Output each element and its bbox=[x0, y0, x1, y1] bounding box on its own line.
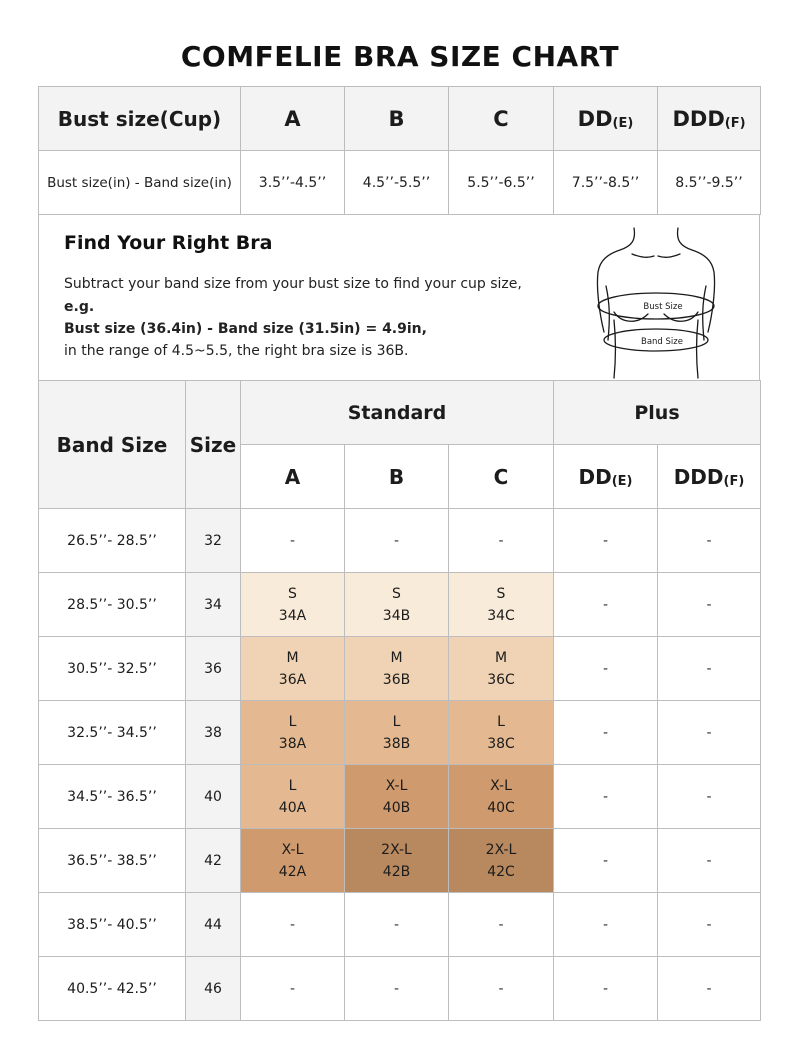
table-row bbox=[39, 893, 761, 957]
torso-measurement-icon bbox=[592, 220, 732, 380]
letter-size: M bbox=[286, 649, 299, 666]
letter-size: S bbox=[392, 585, 401, 602]
letter-size: L bbox=[288, 777, 297, 794]
cup-header-dd: $DD_{(E)}$ bbox=[554, 87, 658, 151]
size-cell-a bbox=[241, 573, 345, 637]
table-row bbox=[39, 701, 761, 765]
size-cell-dd: - bbox=[554, 701, 658, 765]
cup-header-row bbox=[39, 87, 761, 151]
size-cell-b bbox=[345, 765, 449, 829]
bra-size: 40B bbox=[382, 799, 411, 816]
letter-size: 2X-L bbox=[381, 841, 412, 858]
size-cell-dd: - bbox=[554, 765, 658, 829]
letter-size: L bbox=[288, 713, 297, 730]
size-cell-c: - bbox=[449, 893, 554, 957]
letter-size: X-L bbox=[490, 777, 512, 794]
bust-size-label: Bust Size bbox=[643, 302, 683, 312]
page-title: COMFELIE BRA SIZE CHART bbox=[180, 40, 620, 73]
band-size-header: Band Size bbox=[39, 381, 186, 509]
letter-size: S bbox=[496, 585, 506, 602]
size-cup-header-a: A bbox=[241, 445, 345, 509]
size-cup-header-dd: $DD_{(E)}$ bbox=[554, 445, 658, 509]
bra-size: 38A bbox=[278, 735, 307, 752]
bra-size: 40C bbox=[487, 799, 515, 816]
letter-size: X-L bbox=[385, 777, 408, 794]
table-row bbox=[39, 765, 761, 829]
letter-size: M bbox=[494, 649, 508, 666]
letter-size: L bbox=[497, 713, 505, 730]
size-cup-header-ddd: $DDD_{(F)}$ bbox=[658, 445, 761, 509]
size-cell-c bbox=[449, 573, 554, 637]
bra-size: 38B bbox=[382, 735, 411, 752]
bra-size: 42C bbox=[487, 863, 515, 880]
table-row bbox=[39, 637, 761, 701]
size-cell-a bbox=[241, 637, 345, 701]
fit-guide bbox=[38, 214, 760, 380]
size-cell-b: - bbox=[345, 509, 449, 573]
bra-size: 36B bbox=[382, 671, 411, 688]
size-cell: 36 bbox=[186, 637, 241, 701]
size-header: Size bbox=[186, 381, 241, 509]
size-cell-b bbox=[345, 637, 449, 701]
letter-size: X-L bbox=[281, 841, 304, 858]
size-cell-ddd: - bbox=[658, 893, 761, 957]
letter-size: 2X-L bbox=[485, 841, 517, 858]
size-cell-dd: - bbox=[554, 509, 658, 573]
plus-header: Plus bbox=[554, 381, 761, 445]
size-cell-c bbox=[449, 765, 554, 829]
size-cell-ddd: - bbox=[658, 957, 761, 1021]
size-cell: 44 bbox=[186, 893, 241, 957]
size-cell-ddd: - bbox=[658, 765, 761, 829]
band-size-label: Band Size bbox=[641, 337, 683, 347]
table-row bbox=[39, 573, 761, 637]
band-size-cell: 30.5’’- 32.5’’ bbox=[39, 637, 186, 701]
size-cell: 40 bbox=[186, 765, 241, 829]
size-cell: 34 bbox=[186, 573, 241, 637]
band-size-cell: 28.5’’- 30.5’’ bbox=[39, 573, 186, 637]
bra-size: 34B bbox=[382, 607, 411, 624]
size-cell-a bbox=[241, 765, 345, 829]
size-cell-b bbox=[345, 573, 449, 637]
size-cell-b bbox=[345, 701, 449, 765]
bra-size: 42A bbox=[278, 863, 307, 880]
size-cell-a: - bbox=[241, 893, 345, 957]
cup-range-a: 3.5’’-4.5’’ bbox=[241, 151, 345, 215]
size-cell-ddd: - bbox=[658, 829, 761, 893]
cup-header-c: C bbox=[449, 87, 554, 151]
band-size-cell: 26.5’’- 28.5’’ bbox=[39, 509, 186, 573]
size-cell-c bbox=[449, 701, 554, 765]
cup-header-b: B bbox=[345, 87, 449, 151]
bra-size: 42B bbox=[382, 863, 411, 880]
band-size-cell: 40.5’’- 42.5’’ bbox=[39, 957, 186, 1021]
guide-line-1: Subtract your band size from your bust size to find your cup size, bbox=[64, 276, 522, 292]
size-cell: 46 bbox=[186, 957, 241, 1021]
guide-line-3: Bust size (36.4in) - Band size (31.5in) = 4.9in, bbox=[64, 321, 427, 337]
letter-size: M bbox=[390, 649, 403, 666]
letter-size: L bbox=[392, 713, 401, 730]
size-cell-b: - bbox=[345, 957, 449, 1021]
size-cell-ddd: - bbox=[658, 509, 761, 573]
size-cell: 42 bbox=[186, 829, 241, 893]
size-cell-dd: - bbox=[554, 829, 658, 893]
bra-size-table bbox=[38, 380, 761, 1021]
size-cell-b bbox=[345, 829, 449, 893]
size-cell-c bbox=[449, 637, 554, 701]
band-size-cell: 38.5’’- 40.5’’ bbox=[39, 893, 186, 957]
bra-size: 34A bbox=[278, 607, 307, 624]
size-table-body bbox=[39, 509, 761, 1021]
bra-size: 36A bbox=[278, 671, 307, 688]
table-row bbox=[39, 957, 761, 1021]
cup-header-ddd: $DDD_{(F)}$ bbox=[658, 87, 761, 151]
cup-size-table bbox=[38, 86, 761, 215]
bra-size: 40A bbox=[278, 799, 307, 816]
cup-range-dd: 7.5’’-8.5’’ bbox=[554, 151, 658, 215]
size-cell-c: - bbox=[449, 957, 554, 1021]
size-cell-dd: - bbox=[554, 893, 658, 957]
size-cell: 32 bbox=[186, 509, 241, 573]
size-cell-a bbox=[241, 829, 345, 893]
standard-header: Standard bbox=[241, 381, 554, 445]
size-cup-header-b: B bbox=[345, 445, 449, 509]
size-cell-b: - bbox=[345, 893, 449, 957]
size-cell-ddd: - bbox=[658, 573, 761, 637]
cup-header-a: A bbox=[241, 87, 345, 151]
band-size-cell: 32.5’’- 34.5’’ bbox=[39, 701, 186, 765]
band-size-cell: 36.5’’- 38.5’’ bbox=[39, 829, 186, 893]
bra-size: 36C bbox=[487, 671, 515, 688]
table-row bbox=[39, 829, 761, 893]
cup-range-c: 5.5’’-6.5’’ bbox=[449, 151, 554, 215]
size-cell-a bbox=[241, 701, 345, 765]
cup-header-label: Bust size(Cup) bbox=[39, 87, 241, 151]
bra-size: 38C bbox=[487, 735, 515, 752]
size-cell-dd: - bbox=[554, 637, 658, 701]
size-cell-dd: - bbox=[554, 573, 658, 637]
cup-range-row bbox=[39, 151, 761, 215]
size-header-row-1 bbox=[39, 381, 761, 445]
size-cell-c: - bbox=[449, 509, 554, 573]
size-cell-ddd: - bbox=[658, 701, 761, 765]
band-size-cell: 34.5’’- 36.5’’ bbox=[39, 765, 186, 829]
bra-size: 34C bbox=[487, 607, 515, 624]
size-cup-header-c: C bbox=[449, 445, 554, 509]
cup-row-label: Bust size(in) - Band size(in) bbox=[39, 151, 241, 215]
cup-range-b: 4.5’’-5.5’’ bbox=[345, 151, 449, 215]
guide-line-2: e.g. bbox=[64, 299, 95, 315]
table-row bbox=[39, 509, 761, 573]
letter-size: S bbox=[288, 585, 297, 602]
guide-title: Find Your Right Bra bbox=[64, 232, 273, 254]
size-cell: 38 bbox=[186, 701, 241, 765]
size-cell-dd: - bbox=[554, 957, 658, 1021]
guide-line-4: in the range of 4.5~5.5, the right bra size is 36B. bbox=[64, 343, 409, 359]
size-cell-a: - bbox=[241, 509, 345, 573]
size-cell-ddd: - bbox=[658, 637, 761, 701]
cup-range-ddd: 8.5’’-9.5’’ bbox=[658, 151, 761, 215]
size-cell-c bbox=[449, 829, 554, 893]
size-cell-a: - bbox=[241, 957, 345, 1021]
